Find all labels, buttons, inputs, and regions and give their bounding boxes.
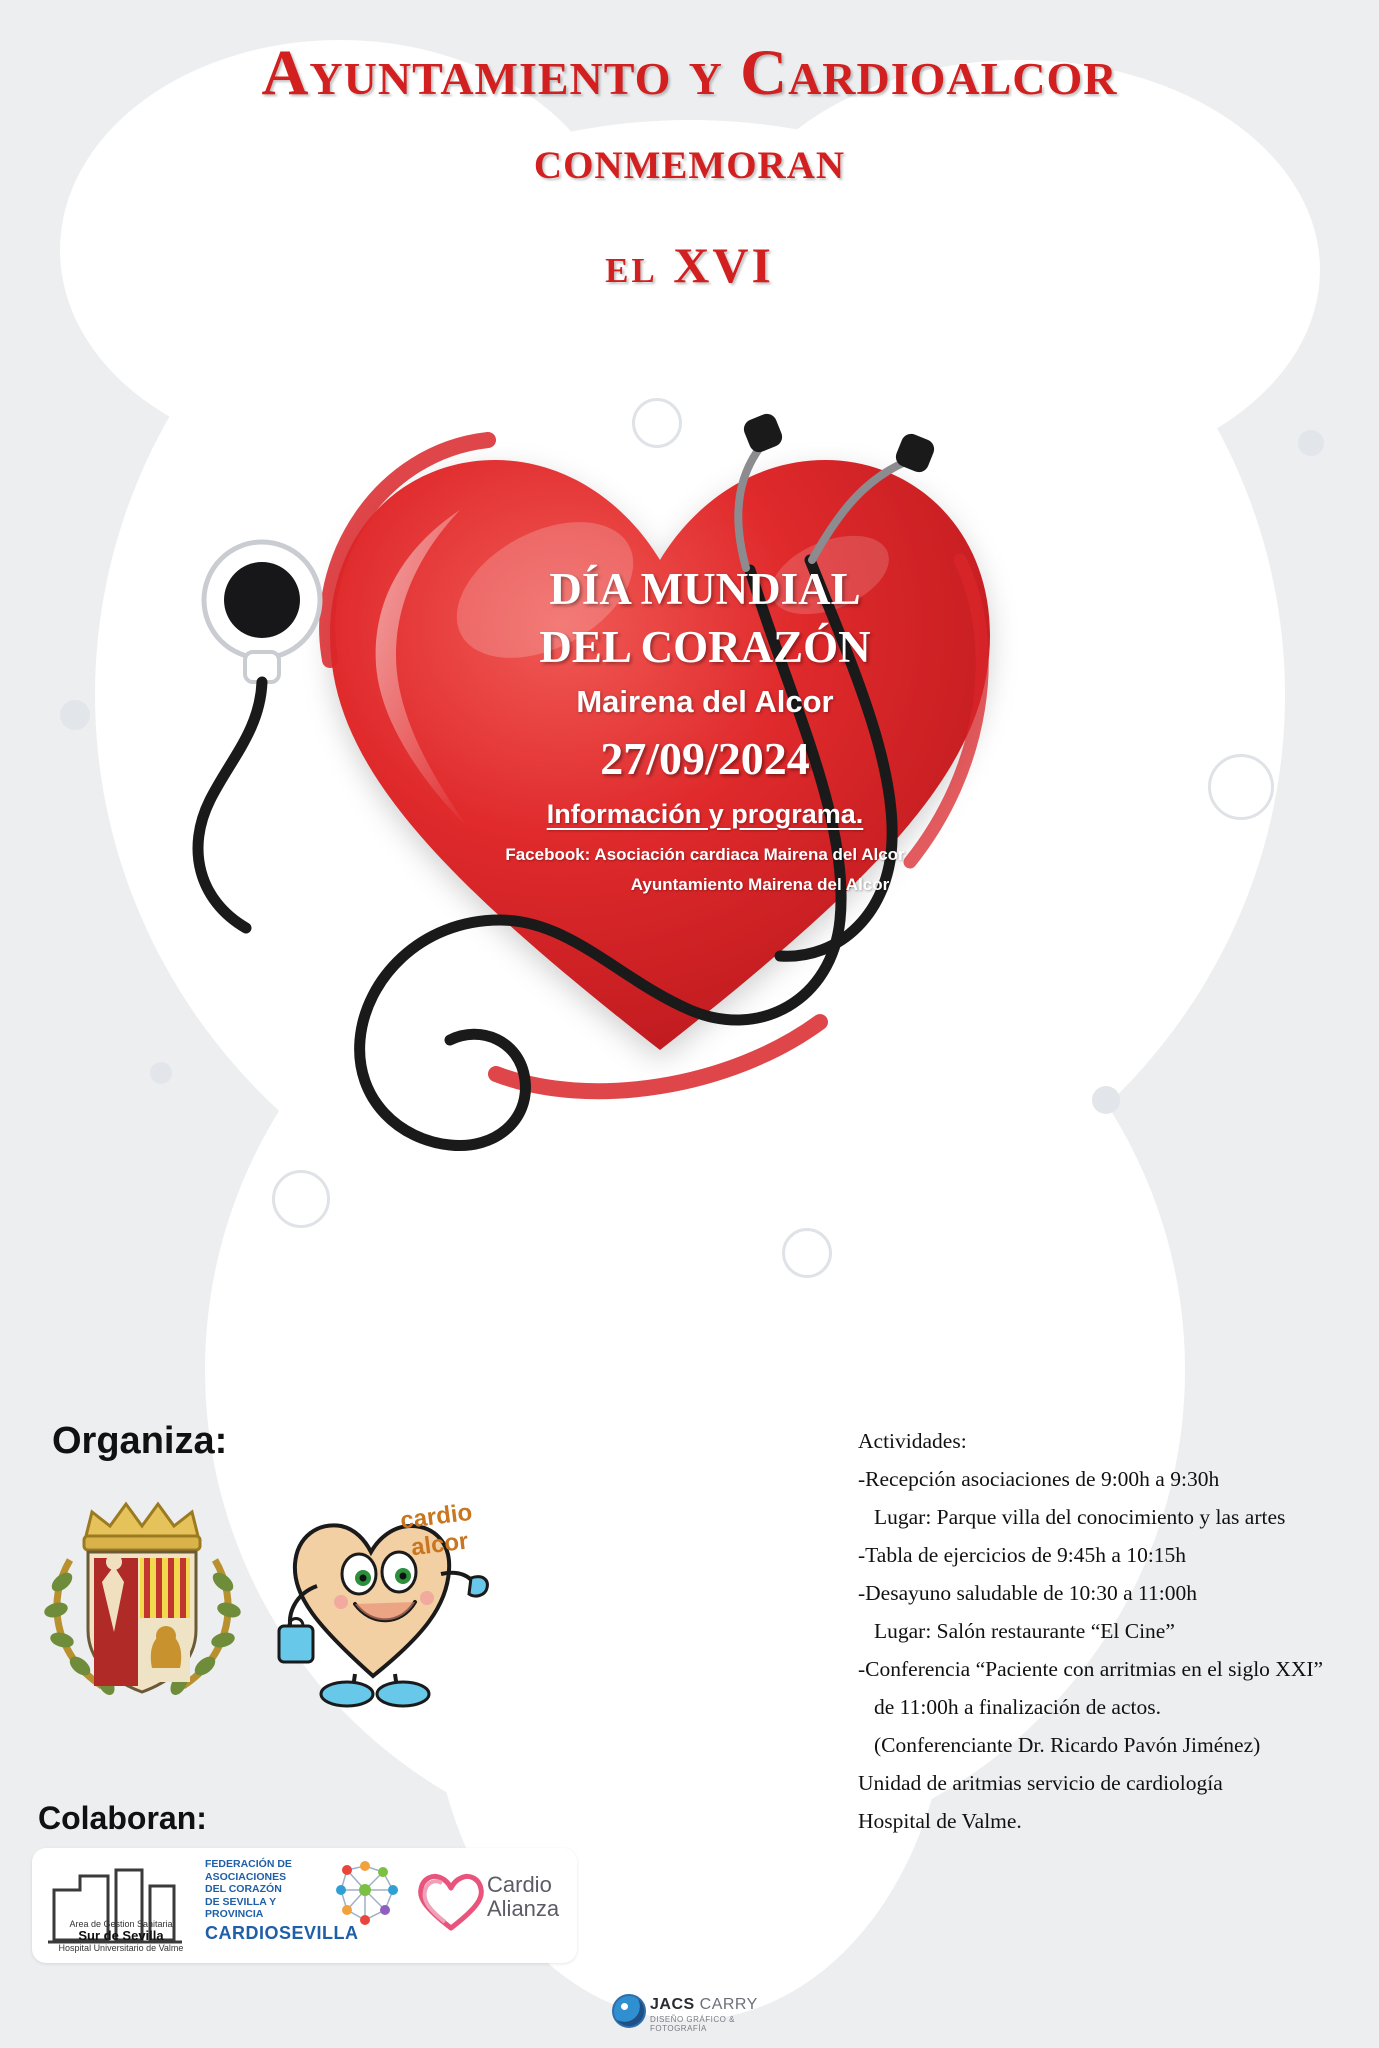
cardiosevilla-logo-text [205, 1858, 359, 1943]
activity-item: -Conferencia “Paciente con arritmias en el siglo XXI” [858, 1657, 1324, 1681]
decorative-dot [1298, 430, 1324, 456]
designer-credit [612, 1990, 792, 2032]
organiza-title: Organiza: [52, 1420, 228, 1462]
cardiosevilla-grid-icon [335, 1860, 405, 1930]
headline-line-2: conmemoran [533, 129, 846, 190]
alianza-line-2: Alianza [487, 1896, 560, 1921]
sas-line-3: Hospital Universitario de Valme [58, 1943, 184, 1953]
federacion-line-2: ASOCIACIONES [205, 1870, 287, 1883]
heart-illustration [150, 400, 1230, 1280]
activity-item: Hospital de Valme. [858, 1809, 1022, 1833]
activities-title: Actividades: [858, 1429, 967, 1453]
activity-item: Lugar: Parque villa del conocimiento y las artes [874, 1505, 1286, 1529]
sas-line-1: Area de Gestion Sanitaria [69, 1919, 173, 1929]
activity-item: de 11:00h a finalización de actos. [874, 1695, 1161, 1719]
sas-hospital-text [46, 1918, 196, 1954]
alianza-line-1: Cardio [487, 1872, 552, 1897]
activity-item: -Tabla de ejercicios de 9:45h a 10:15h [858, 1543, 1187, 1567]
event-date: 27/09/2024 [600, 733, 810, 784]
facebook-line-2: Ayuntamiento Mairena del Alcor [630, 875, 890, 894]
designer-name-light: CARRY [694, 1996, 758, 2013]
decorative-dot [60, 700, 90, 730]
designer-name [650, 1996, 758, 2014]
federacion-line-4: DE SEVILLA Y PROVINCIA [205, 1895, 276, 1920]
poster-headline [0, 36, 1379, 320]
activity-item: Unidad de aritmias servicio de cardiología [858, 1771, 1223, 1795]
activity-item: (Conferenciante Dr. Ricardo Pavón Jiménez) [874, 1733, 1261, 1757]
cardio-alianza-wordmark [487, 1873, 559, 1921]
heart-text-block [415, 560, 995, 899]
federacion-line-3: DEL CORAZÓN [205, 1883, 282, 1895]
activity-item: -Desayuno saludable de 10:30 a 11:00h [858, 1581, 1197, 1605]
jacs-carry-logo-icon [612, 1994, 646, 2028]
designer-name-bold: JACS [650, 1996, 695, 2013]
headline-line-1: Ayuntamiento y Cardioalcor [261, 37, 1118, 109]
sas-line-2: Sur de Sevilla [78, 1928, 164, 1943]
headline-line-3: el XVI [605, 237, 774, 293]
cardiosevilla-wordmark: CARDIOSEVILLA [205, 1922, 359, 1943]
town-crest-icon [40, 1490, 245, 1705]
colaboran-title: Colaboran: [38, 1800, 207, 1836]
activity-item: Lugar: Salón restaurante “El Cine” [874, 1619, 1175, 1643]
mascot-wordmark-line-2: alcor [409, 1527, 470, 1562]
activities-block [858, 1422, 1328, 1840]
mascot-wordmark-line-1: cardio [398, 1498, 474, 1535]
designer-subtitle: DISEÑO GRÁFICO & FOTOGRAFÍA [650, 2015, 735, 2033]
federacion-line-1: FEDERACIÓN DE [205, 1858, 292, 1870]
activity-item: -Recepción asociaciones de 9:00h a 9:30h [858, 1467, 1220, 1491]
event-title-line-2: DEL CORAZÓN [539, 622, 871, 672]
event-town: Mairena del Alcor [576, 684, 834, 719]
info-label: Información y programa. [546, 799, 864, 829]
event-title-line-1: DÍA MUNDIAL [549, 564, 861, 614]
facebook-line-1: Facebook: Asociación cardiaca Mairena del Alcor [505, 845, 905, 864]
